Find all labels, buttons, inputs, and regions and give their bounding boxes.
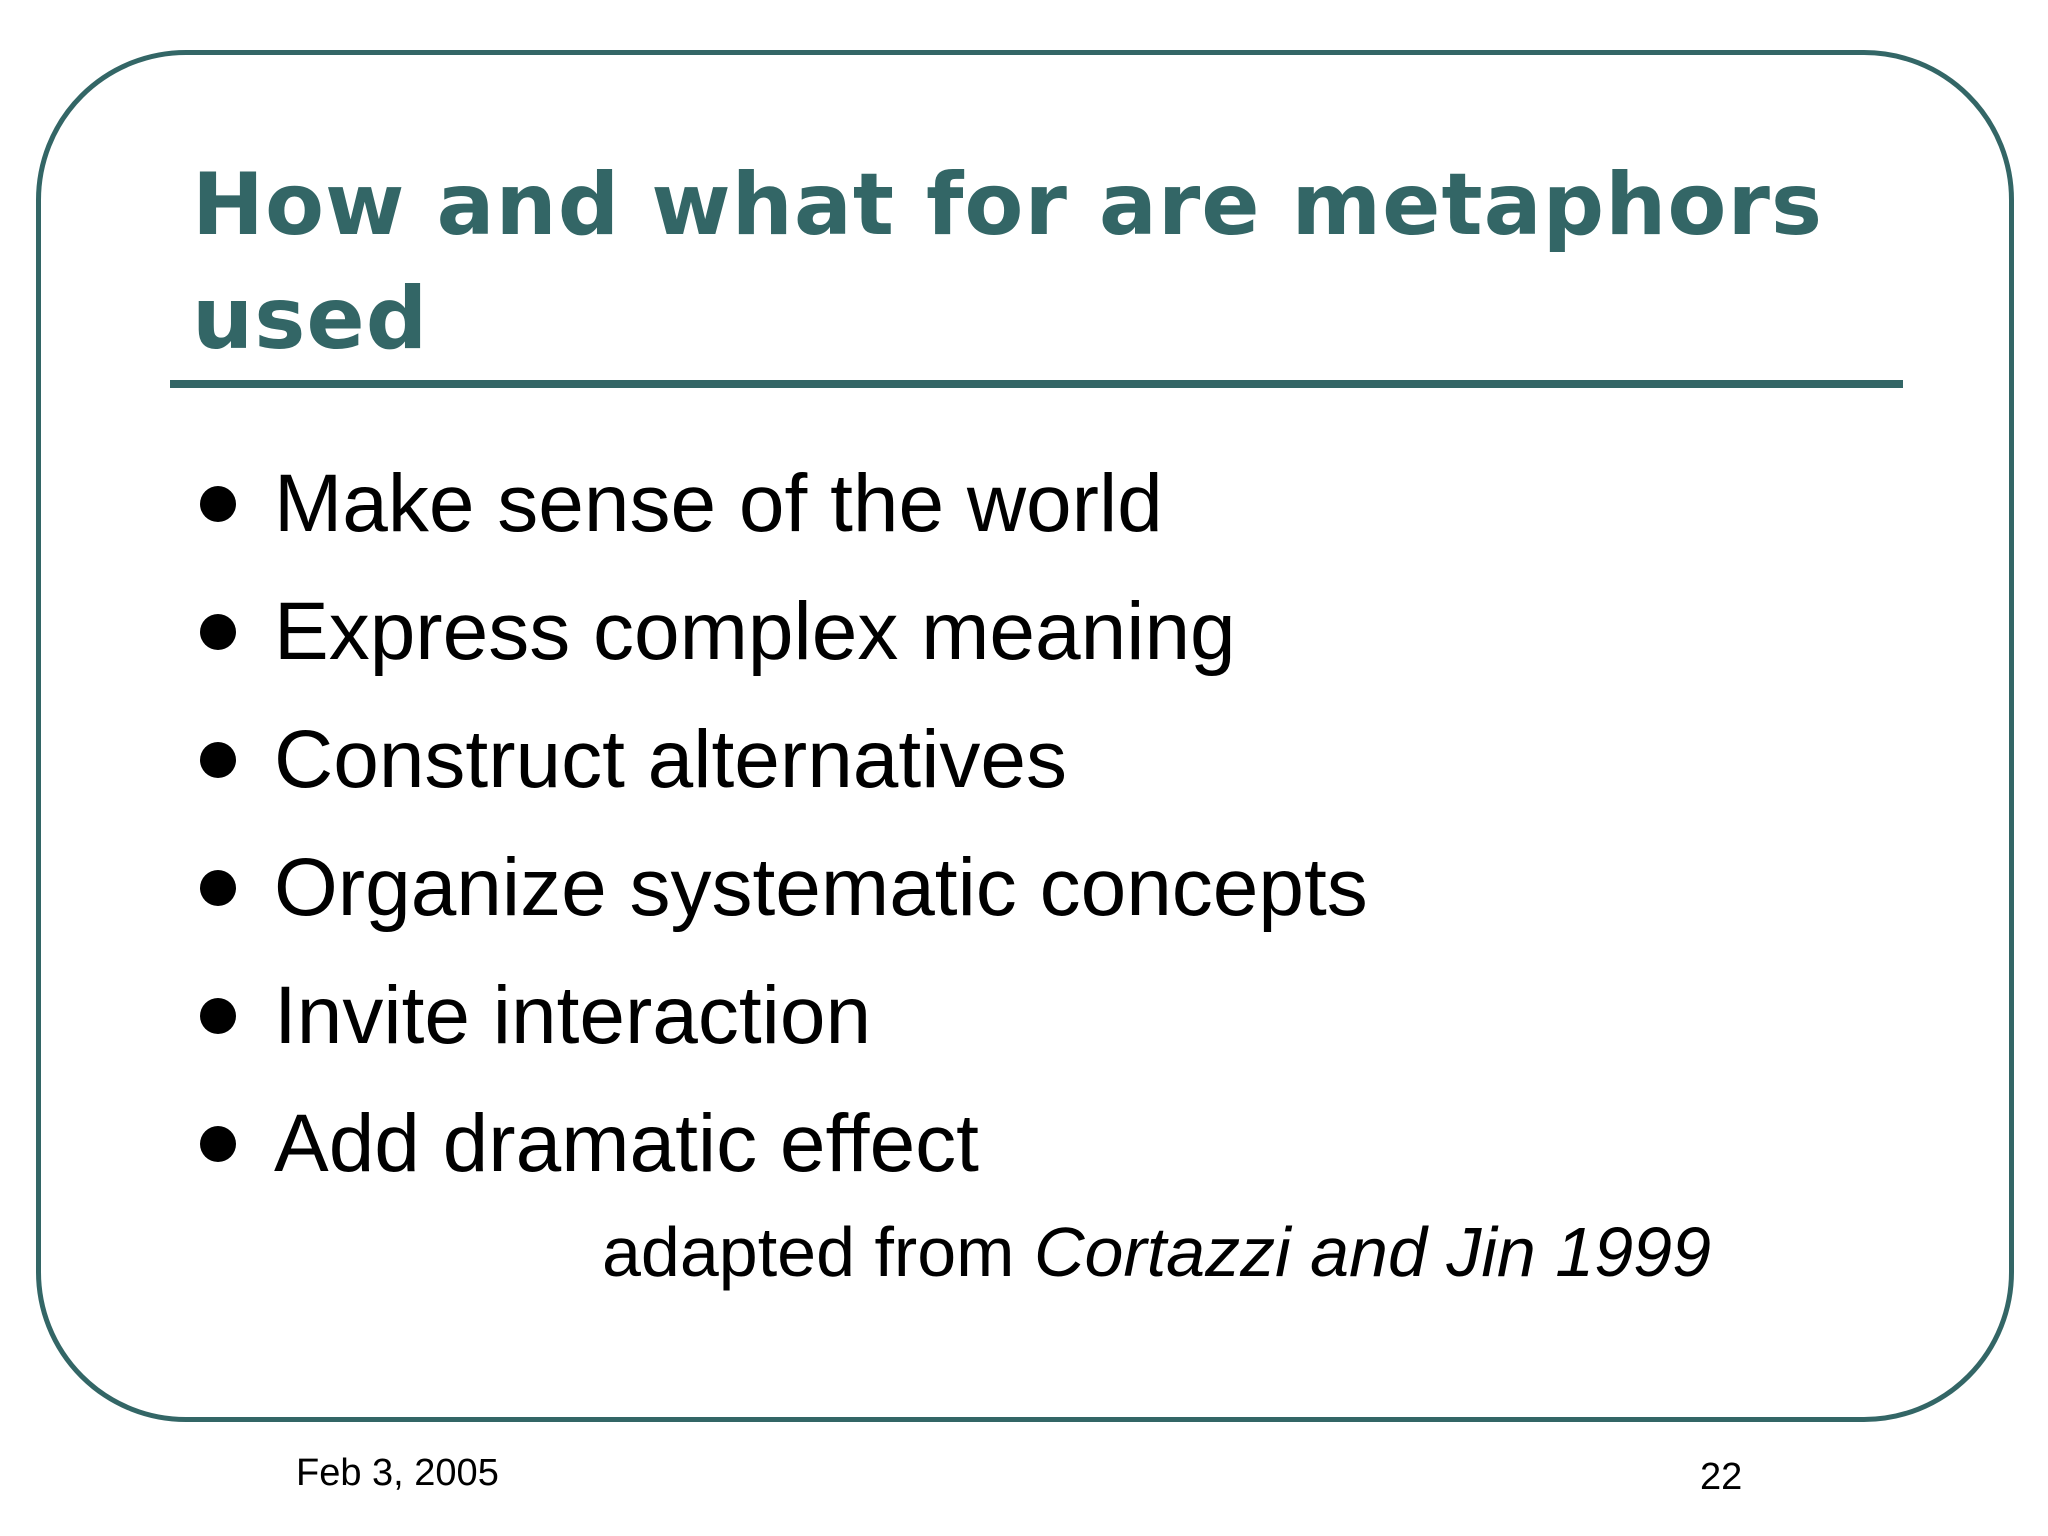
bullet-dot-icon	[200, 486, 236, 522]
bullet-text: Construct alternatives	[274, 714, 1068, 805]
bullet-item	[190, 824, 1368, 952]
slide-title: How and what for are metaphors used	[192, 155, 1824, 369]
bullet-text: Make sense of the world	[274, 458, 1163, 549]
citation-prefix: adapted from	[602, 1213, 1034, 1291]
bullet-item	[190, 952, 1368, 1080]
citation	[602, 1212, 1711, 1292]
bullet-item	[190, 1080, 1368, 1208]
page-number: 22	[1700, 1456, 1743, 1498]
bullet-item	[190, 440, 1368, 568]
bullet-text: Invite interaction	[274, 970, 872, 1061]
title-underline	[170, 380, 1903, 388]
bullet-item	[190, 696, 1368, 824]
bullet-dot-icon	[200, 998, 236, 1034]
bullet-text: Organize systematic concepts	[274, 842, 1368, 933]
bullet-dot-icon	[200, 1126, 236, 1162]
bullet-dot-icon	[200, 870, 236, 906]
bullet-text: Express complex meaning	[274, 586, 1236, 677]
bullet-text: Add dramatic effect	[274, 1098, 979, 1189]
citation-source: Cortazzi and Jin 1999	[1033, 1213, 1712, 1291]
bullet-dot-icon	[200, 614, 236, 650]
footer-date: Feb 3, 2005	[296, 1452, 499, 1494]
bullet-item	[190, 568, 1368, 696]
bullet-list	[190, 440, 1368, 1208]
bullet-dot-icon	[200, 742, 236, 778]
